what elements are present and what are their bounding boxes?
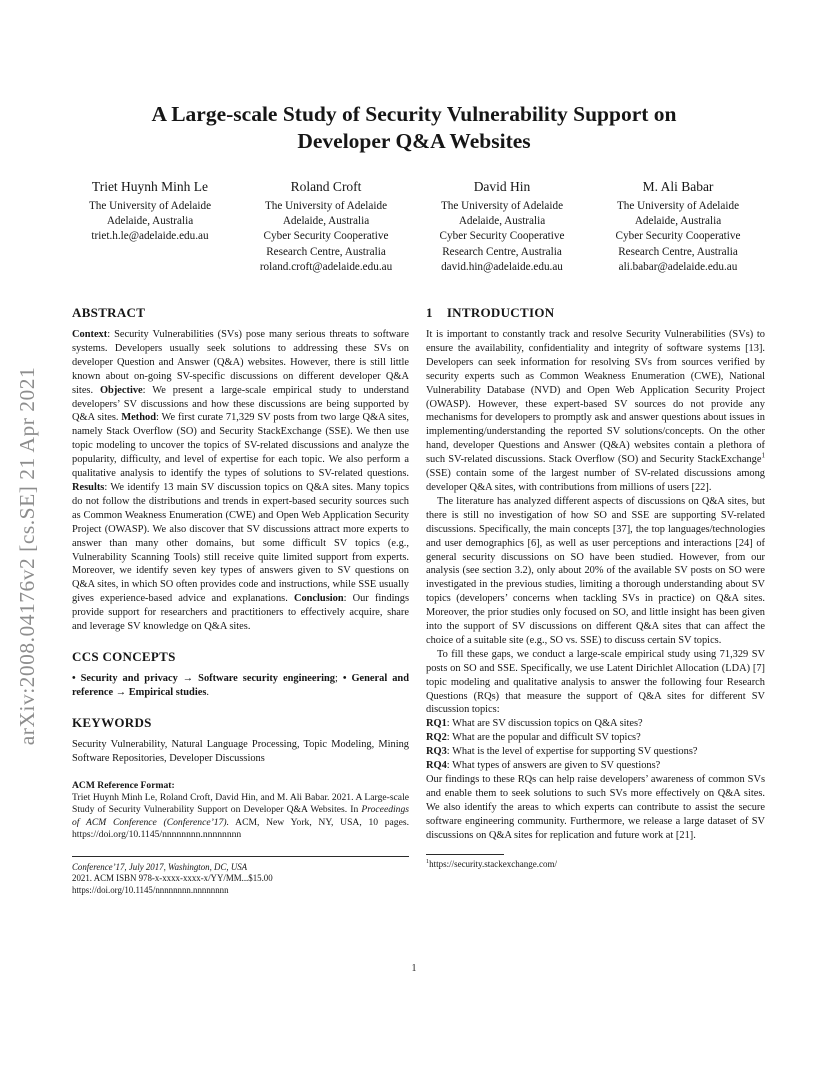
authors-row: [0, 178, 828, 275]
rq-text: : What is the level of expertise for supporting SV questions?: [446, 746, 698, 758]
acm-reference-heading: ACM Reference Format:: [72, 779, 175, 791]
abstract-heading: ABSTRACT: [72, 305, 146, 321]
footnote-rule: [426, 854, 504, 855]
author-name: Triet Huynh Minh Le: [91, 179, 209, 194]
paper-title-line-2: Developer Q&A Websites: [297, 129, 531, 153]
introduction-heading: [426, 305, 765, 321]
footnote: [426, 859, 765, 871]
intro-paragraph-3: To fill these gaps, we conduct a large-scale empirical study using 71,329 SV posts on SO and SSE. Specifically, we use Latent Dirichlet Allocation (LDA) [7] topic modeling and qualitative analysis to answer the following four Research Questions (RQs) that measure the support of Q&A sites for different SV discussion topics:: [426, 648, 765, 716]
right-column: [426, 305, 765, 870]
rq-item-3: [426, 745, 765, 759]
paper-title-line-1: A Large-scale Study of Security Vulnerability Support on: [151, 102, 677, 126]
rq-item-2: [426, 731, 765, 745]
rq-list: [426, 717, 765, 773]
author-block-2: [239, 178, 413, 275]
acm-reference-section: [72, 780, 409, 842]
rq-label: RQ1: [426, 718, 447, 730]
intro-paragraph-1: It is important to constantly track and resolve Security Vulnerabilities (SVs) to ensure the availability, confidentiality and integrity of software systems [13]. Developers can seek information for resolving SVs from sources verified by security experts such as Common Weakness Enumeration (CWE), National Vulnerability Database (NVD) and Open Web Application Security Project (OWASP). However, these expert-based SV sources do not provide any mechanisms for developers to promptly ask and answer questions about issues in implementing/understanding the reported SV solutions/concepts. On the other hand, developer Questions and Answer (Q&A) websites contain a plethora of such SV-related discussions. Stack Overflow (SO) and Security StackExchange$^1$ (SSE) contain some of the largest number of SV-related discussions among developer Q&A sites, with contributions from millions of users [22].: [426, 329, 765, 493]
ccs-heading: CCS CONCEPTS: [72, 648, 176, 664]
footnote-block: [426, 854, 765, 871]
rq-text: : What types of answers are given to SV questions?: [446, 760, 661, 772]
rq-label: RQ2: [426, 732, 447, 744]
author-block-4: [591, 178, 765, 275]
keywords-text: Security Vulnerability, Natural Language Processing, Topic Modeling, Mining Software Repositories, Developer Discussions: [72, 738, 409, 764]
author-name: M. Ali Babar: [642, 179, 714, 194]
author-affiliation: The University of Adelaide Adelaide, Australia Cyber Security Cooperative Research Centre, Australia roland.croft@adelaide.edu.au: [259, 200, 393, 273]
left-column: [72, 305, 409, 896]
rq-label: RQ3: [426, 746, 447, 758]
page-number: 1: [411, 963, 417, 974]
ccs-text: • Security and privacy → Software security engineering; • General and reference → Empirical studies.: [72, 672, 409, 698]
author-block-3: [415, 178, 589, 275]
arxiv-watermark: arXiv:2008.04176v2 [cs.SE] 21 Apr 2021: [15, 366, 39, 746]
author-affiliation: The University of Adelaide Adelaide, Australia triet.h.le@adelaide.edu.au: [88, 200, 212, 243]
paper-title: [0, 0, 828, 155]
footnote-marker: 1: [426, 858, 430, 865]
author-name: David Hin: [473, 179, 531, 194]
rq-item-1: [426, 717, 765, 731]
intro-paragraph-2: The literature has analyzed different aspects of discussions on Q&A sites, but there is still no investigation of how SO and SSE are supporting SV-related discussions. Specifically, the main concepts [37], the top languages/technologies and user demographics [6], as well as user perceptions and interactions [24] of general security discussions on SO have been studied. However, from our analysis (see section 3.2), only about 20% of the available SV posts on SO were investigated in the previous studies, limiting a thorough understanding about SV topics (developers’ concerns when tackling SVs in practice) on Q&A sites. Moreover, the prior studies only focused on SO, and little insight has been given into the support of SV discussions on different Q&A sites that can affect the choice of a suitable site (e.g., SO vs. SSE) to discuss certain SV topics.: [426, 495, 765, 646]
author-block-1: [63, 178, 237, 275]
copyright-conference-line: Conference’17, July 2017, Washington, DC, USA: [72, 861, 248, 872]
rq-label: RQ4: [426, 760, 447, 772]
section-number: 1: [426, 305, 433, 321]
section-title: INTRODUCTION: [446, 305, 555, 321]
keywords-heading: KEYWORDS: [72, 714, 152, 730]
copyright-block: [72, 856, 409, 897]
rq-item-4: [426, 759, 765, 773]
author-name: Roland Croft: [290, 179, 362, 194]
author-affiliation: The University of Adelaide Adelaide, Australia Cyber Security Cooperative Research Centre, Australia david.hin@adelaide.edu.au: [439, 200, 565, 273]
two-column-body: [0, 305, 828, 896]
intro-paragraph-4: Our findings to these RQs can help raise developers’ awareness of common SVs and enable them to seek solutions to such SVs more effectively on Q&A sites. We also identify the areas to which experts can contribute to assist the secure software engineering community. Furthermore, we release a large dataset of SV discussions on Q&A sites for replication and future work at [21].: [426, 774, 765, 841]
copyright-isbn-line: 2021. ACM ISBN 978-x-xxxx-xxxx-x/YY/MM...$15.00: [72, 873, 273, 884]
rq-text: : What are SV discussion topics on Q&A sites?: [446, 718, 643, 730]
author-affiliation: The University of Adelaide Adelaide, Australia Cyber Security Cooperative Research Centre, Australia ali.babar@adelaide.edu.au: [615, 200, 741, 273]
footnote-url: https://security.stackexchange.com/: [429, 858, 557, 869]
rq-text: : What are the popular and difficult SV topics?: [446, 732, 641, 744]
copyright-doi-line: https://doi.org/10.1145/nnnnnnnn.nnnnnnnn: [72, 884, 229, 895]
abstract-text: Context: Security Vulnerabilities (SVs) pose many serious threats to software systems. Developers usually seek solutions to addressing these SVs on developer Question and Answer (Q&A) websites. However, there is still little known about on-going SV-specific discussions on different developer Q&A sites. Objective: We present a large-scale empirical study to understand developers’ SV discussions and how these discussions are being supported by Q&A sites. Method: We first curate 71,329 SV posts from two large Q&A sites, namely Stack Overflow (SO) and Security StackExchange (SSE). We then use topic modeling to uncover the topics of SV-related discussions and analyze the popularity, difficulty, and level of expertise for each topic. We also perform a qualitative analysis to identify the types of solutions to SV-related questions. Results: We identify 13 main SV discussion topics on Q&A sites. Many topics do not follow the distributions and trends in expert-based security sources such as Common Weakness Enumeration (CWE) and Open Web Application Security Project (OWASP). We also discover that SV discussions attract more experts to answer than many other domains, but some difficult SV topics (e.g., Vulnerability Scanning Tools) still receive quite limited support from experts. Moreover, we identify seven key types of answers given to SV questions on Q&A sites, in which SO often provides code and instructions, while SSE usually gives experience-based advice and explanations. Conclusion: Our findings provide support for researchers and practitioners to effectively acquire, share and leverage SV knowledge on Q&A sites.: [72, 329, 409, 633]
acm-reference-text: Triet Huynh Minh Le, Roland Croft, David Hin, and M. Ali Babar. 2021. A Large-scale Study of Security Vulnerability Support on Developer Q&A Websites. In Proceedings of ACM Conference (Conference’17). ACM, New York, NY, USA, 10 pages. https://doi.org/10.1145/nnnnnnnn.nnnnnnnn: [72, 791, 409, 841]
